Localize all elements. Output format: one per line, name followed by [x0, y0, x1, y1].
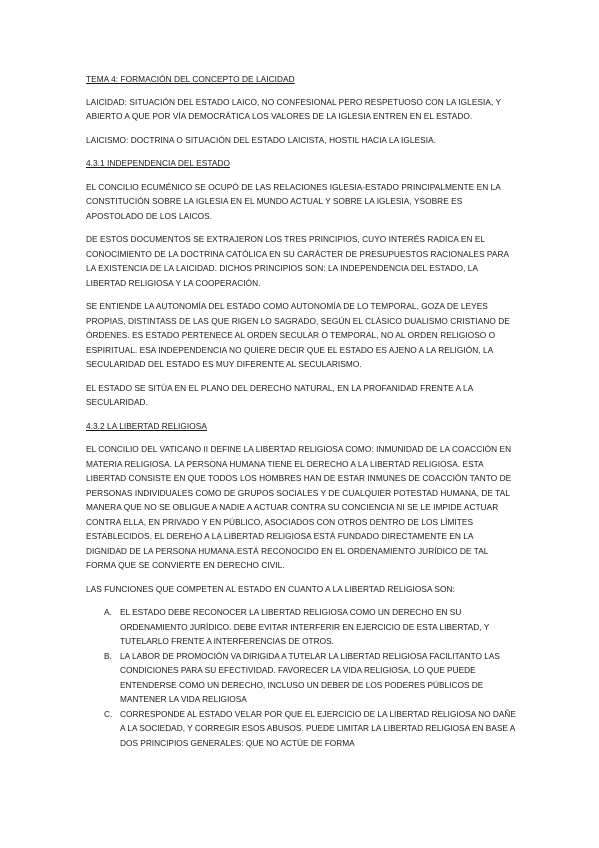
list-item [86, 707, 516, 751]
document-title: TEMA 4: FORMACIÓN DEL CONCEPTO DE LAICIDAD [86, 74, 295, 84]
list-item [86, 649, 516, 707]
paragraph: EL CONCILIO ECUMÉNICO SE OCUPÓ DE LAS RELACIONES IGLESIA-ESTADO PRINCIPALMENTE EN LA CONSTITUCIÓN SOBRE LA IGLESIA EN EL MUNDO ACTUAL Y SOBRE LA IGLESIA, YSOBRE ES APOSTOLADO DE LOS LAICOS. [86, 181, 501, 221]
list-marker: B. [104, 650, 112, 661]
paragraph: EL CONCILIO DEL VATICANO II DEFINE LA LIBERTAD RELIGIOSA COMO: INMUNIDAD DE LA COACCIÓN EN MATERIA RELIGIOSA. LA PERSONA HUMANA TIENE EL DERECHO A LA LIBERTAD RELIGIOSA. ESTA LIBERTAD CONSISTE EN QUE TODOS LOS HOMBRES HAN DE ESTAR INMUNES DE COACCIÓN TANTO DE PERSONAS INDIVIDUALES COMO DE GRUPOS SOCIALES Y DE CUALQUIER POTESTAD HUMANA, DE TAL MANERA QUE NO SE OBLIGUE A NADIE A ACTUAR CONTRA SU CONCIENCIA NI SE LE IMPIDE ACTUAR CONTRA ELLA, EN PRIVADO Y EN PÚBLICO, ASOCIADOS CON OTROS DENTRO DE LOS LÍMITES ESTABLECIDOS. EL DEREHO A LA LIBERTAD RELIGIOSA ESTÁ FUNDADO DIRECTAMENTE EN LA DIGNIDAD DE LA PERSONA HUMANA.ESTÁ RECONOCIDO EN EL ORDENAMIENTO JURÍDICO DE TAL FORMA QUE SE CONVIERTE EN DERECHO CIVIL. [86, 444, 512, 570]
list-marker: A. [104, 607, 112, 617]
document-page [86, 72, 516, 750]
laicidad-definition: LAICIDAD: SITUACIÓN DEL ESTADO LAICO, NO CONFESIONAL PERO RESPETUOSO CON LA IGLESIA, Y ABIERTO A QUE POR VÍA DEMOCRÁTICA LOS VALORES DE LA IGLESIA ENTREN EN EL ESTADO. [86, 96, 501, 121]
functions-list [86, 605, 516, 750]
laicismo-definition: LAICISMO: DOCTRINA O SITUACIÓN DEL ESTADO LAICISTA, HOSTIL HACIA LA IGLESIA. [86, 134, 437, 145]
functions-intro: LAS FUNCIONES QUE COMPETEN AL ESTADO EN CUANTO A LA LIBERTAD RELIGIOSA SON: [86, 583, 455, 594]
paragraph: SE ENTIENDE LA AUTONOMÍA DEL ESTADO COMO AUTONOMÍA DE LO TEMPORAL, GOZA DE LEYES PROPIAS, DISTINTASS DE LAS QUE RIGEN LO SAGRADO, SEGÚN EL CLÁSICO DUALISMO CRISTIANO DE ÓRDENES. ES ESTADO PERTENECE AL ORDEN SECULAR O TEMPORAL, NO AL ORDEN RELIGIOSO O ESPIRITUAL. ESA INDEPENDENCIA NO QUIERE DECIR QUE EL ESTADO ES AJENO A LA RELIGIÓN, LA SECULARIDAD DEL ESTADO ES MUY DIFERENTE AL SECULARISMO. [86, 301, 510, 369]
section-heading-libertad-religiosa: 4.3.2 LA LIBERTAD RELIGIOSA [86, 420, 207, 431]
list-item-text: LA LABOR DE PROMOCIÓN VA DIRIGIDA A TUTELAR LA LIBERTAD RELIGIOSA FACILITANTO LAS CONDICIONES PARA SU EFECTIVIDAD. FAVORECER LA VIDA RELIGIOSA, LO QUE PUEDE ENTENDERSE COMO UN DERECHO, INCLUSO UN DEBER DE LOS PODERES PÚBLICOS DE MANTENER LA VIDA RELIGIOSA [120, 650, 500, 704]
list-item-text: CORRESPONDE AL ESTADO VELAR POR QUE EL EJERCICIO DE LA LIBERTAD RELIGIOSA NO DAÑE A LA SOCIEDAD, Y CORREGIR ESOS ABUSOS. PUEDE LIMITAR LA LIBERTAD RELIGIOSA EN BASE A DOS PRINCIPIOS GENERALES: QUE NO ACTÚE DE FORMA [120, 708, 516, 748]
paragraph: DE ESTOS DOCUMENTOS SE EXTRAJERON LOS TRES PRINCIPIOS, CUYO INTERÉS RADICA EN EL CONOCIMIENTO DE LA DOCTRINA CATÓLICA EN SU CARÁCTER DE PRESUPUESTOS RACIONALES PARA LA EXISTENCIA DE LA LAICIDAD. DICHOS PRINCIPIOS SON: LA INDEPENDENCIA DEL ESTADO, LA LIBERTAD RELIGIOSA Y LA COOPERACIÓN. [86, 234, 509, 288]
paragraph: EL ESTADO SE SITÚA EN EL PLANO DEL DERECHO NATURAL, EN LA PROFANIDAD FRENTE A LA SECULARIDAD. [86, 382, 473, 407]
list-item [86, 605, 516, 649]
list-item-text: EL ESTADO DEBE RECONOCER LA LIBERTAD RELIGIOSA COMO UN DERECHO EN SU ORDENAMIENTO JURÍDICO. DEBE EVITAR INTERFERIR EN EJERCICIO DE ESTA LIBERTAD, Y TUTELARLO FRENTE A INTERFERENCIAS DE OTROS. [120, 607, 490, 646]
section-heading-independencia: 4.3.1 INDEPENDENCIA DEL ESTADO [86, 158, 230, 168]
list-marker: C. [104, 708, 113, 719]
